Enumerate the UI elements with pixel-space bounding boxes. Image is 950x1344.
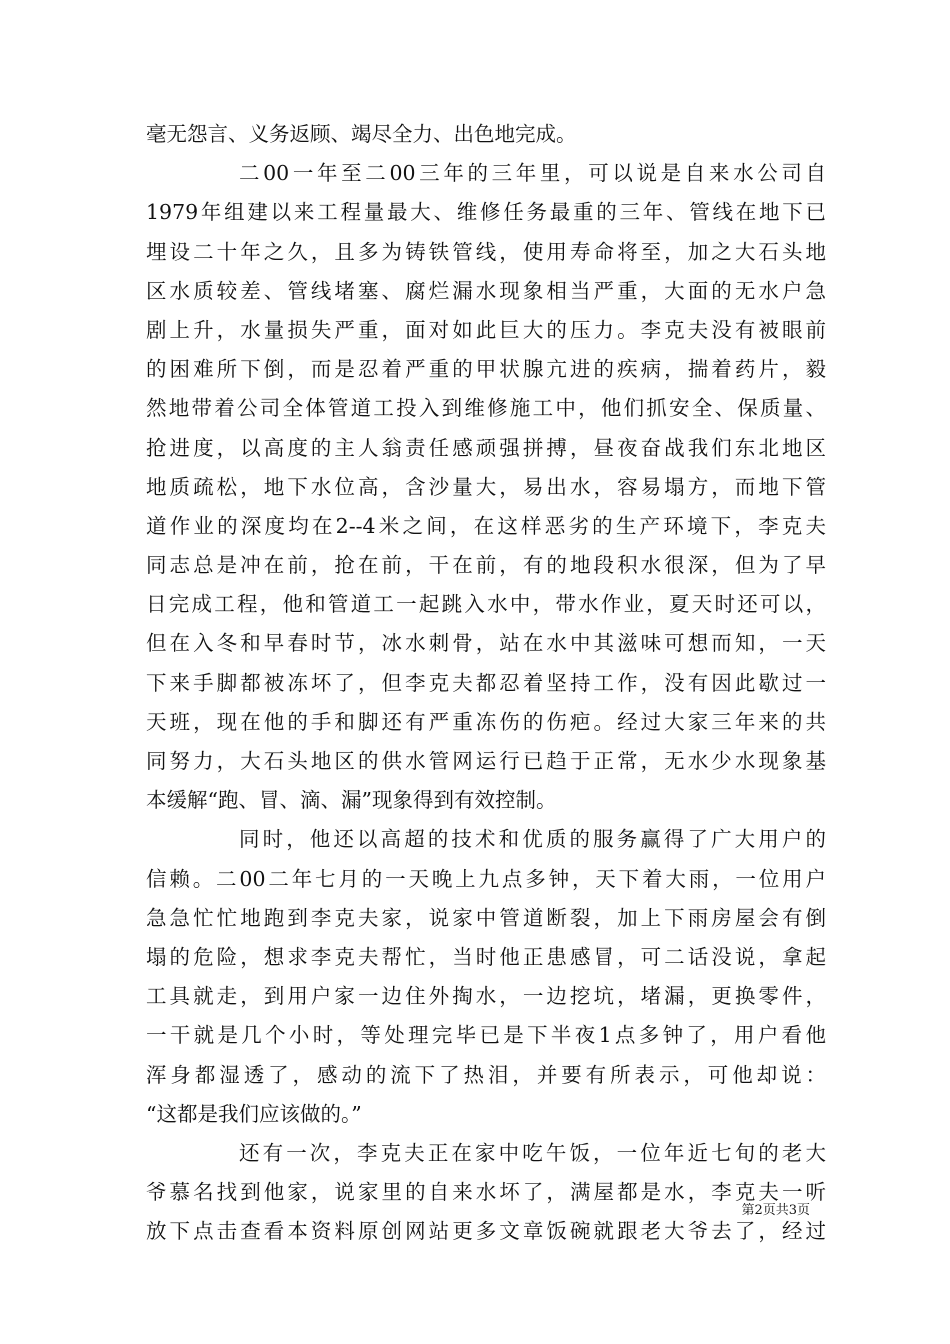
text-line: 同努力，大石头地区的供水管网运行已趋于正常，无水少水现象基 (146, 749, 826, 773)
text-line: 下来手脚都被冻坏了，但李克夫都忍着坚持工作，没有因此歇过一 (146, 670, 826, 695)
text-line: 埋设二十年之久，且多为铸铁管线，使用寿命将至，加之大石头地 (146, 239, 826, 264)
text-line: 爷慕名找到他家，说家里的自来水坏了，满屋都是水，李克夫一听 (146, 1180, 826, 1205)
text-line: 区水质较差、管线堵塞、腐烂漏水现象相当严重，大面的无水户急 (146, 278, 826, 303)
text-line: 本缓解“跑、冒、滴、漏”现象得到有效控制。 (146, 788, 557, 813)
body-text (146, 115, 826, 1251)
text-line: 道作业的深度均在2--4米之间，在这样恶劣的生产环境下，李克夫 (146, 513, 826, 538)
text-line: 抢进度，以高度的主人翁责任感顽强拼搏，昼夜奋战我们东北地区 (146, 435, 826, 460)
text-line: 工具就走，到用户家一边住外掏水，一边挖坑，堵漏，更换零件， (146, 984, 826, 1009)
text-line: 剧上升，水量损失严重，面对如此巨大的压力。李克夫没有被眼前 (146, 317, 826, 342)
text-line: 毫无怨言、义务返顾、竭尽全力、出色地完成。 (146, 122, 577, 146)
text-line: 塌的危险，想求李克夫帮忙，当时他正患感冒，可二话没说，拿起 (146, 944, 826, 969)
text-line: 地质疏松，地下水位高，含沙量大，易出水，容易塌方，而地下管 (146, 474, 826, 499)
text-line: 急急忙忙地跑到李克夫家，说家中管道断裂，加上下雨房屋会有倒 (146, 905, 826, 930)
text-line: 日完成工程，他和管道工一起跳入水中，带水作业，夏天时还可以， (146, 592, 826, 617)
text-line: 一干就是几个小时，等处理完毕已是下半夜1点多钟了，用户看他 (146, 1023, 826, 1048)
text-line: 的困难所下倒，而是忍着严重的甲状腺亢进的疾病，揣着药片，毅 (146, 357, 826, 382)
text-line: 信赖。二00二年七月的一天晚上九点多钟，天下着大雨，一位用户 (146, 866, 826, 891)
text-line: 1979年组建以来工程量最大、维修任务最重的三年、管线在地下已 (146, 200, 826, 225)
text-line: “这都是我们应该做的。” (146, 1101, 362, 1126)
text-line: 放下点击查看本资料原创网站更多文章饭碗就跟老大爷去了，经过 (146, 1219, 826, 1244)
text-line: 还有一次，李克夫正在家中吃午饭，一位年近七旬的老大 (239, 1140, 826, 1165)
text-line: 二00一年至二00三年的三年里，可以说是自来水公司自 (239, 161, 826, 186)
text-line: 天班，现在他的手和脚还有严重冻伤的伤疤。经过大家三年来的共 (146, 709, 826, 734)
page-number-footer: 第2页共3页 (741, 1203, 810, 1218)
text-line: 浑身都湿透了，感动的流下了热泪，并要有所表示，可他却说： (146, 1062, 826, 1087)
text-line: 同志总是冲在前，抢在前，干在前，有的地段积水很深，但为了早 (146, 553, 826, 578)
text-line: 同时，他还以高超的技术和优质的服务赢得了广大用户的 (239, 827, 826, 852)
text-line: 但在入冬和早春时节，冰水刺骨，站在水中其滋味可想而知，一天 (146, 631, 826, 656)
text-line: 然地带着公司全体管道工投入到维修施工中，他们抓安全、保质量、 (146, 396, 826, 421)
